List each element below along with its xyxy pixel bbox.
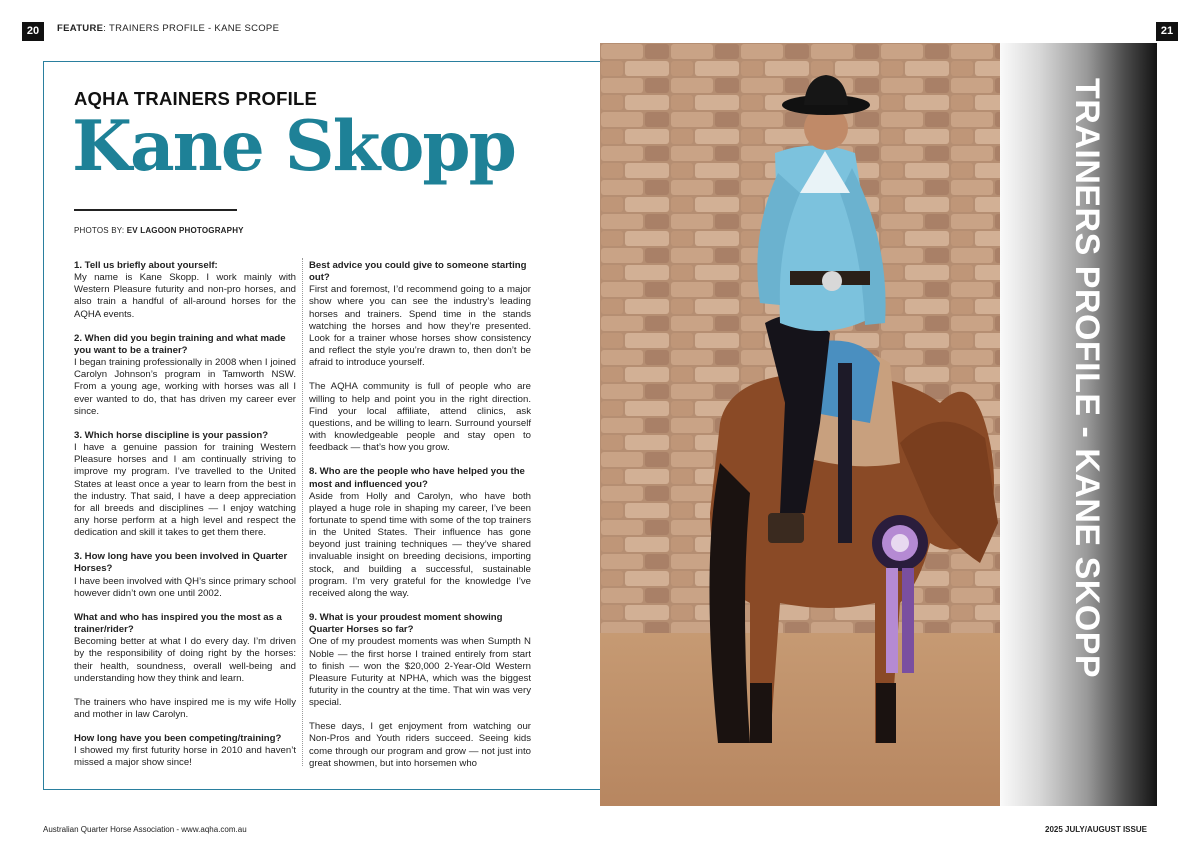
- question: 9. What is your proudest moment showing Quarter Horses so far?: [309, 612, 503, 636]
- question: 3. How long have you been involved in Quarter Horses?: [74, 551, 288, 575]
- section-title: : TRAINERS PROFILE - KANE SCOPE: [103, 23, 280, 34]
- sidebar-title: TRAINERS PROFILE - KANE SKOPP: [1068, 78, 1106, 679]
- article-column-2: [309, 260, 531, 770]
- article-title: Kane Skopp: [72, 106, 515, 187]
- answer: First and foremost, I’d recommend going to a major show where you can see the industry’s leading horses and trainers. Spend time in the stands watching the horses and how they’re presented. Look for a trainer whose horses show consistency and reflect the style you’re drawn to, then don’t be afraid to introduce yourself.: [309, 284, 531, 369]
- question: 1. Tell us briefly about yourself:: [74, 260, 218, 271]
- answer: Aside from Holly and Carolyn, who have both played a huge role in shaping my career, I’ve been fortunate to spend time with some of the top trainers in the United States. Their influence has gone beyond just training techniques — they’ve shared invaluable insight on breeding decisions, importing stock, and building a successful, sustainable program. I’m very grateful for the knowledge I’ve received along the way.: [309, 490, 531, 599]
- answer: The trainers who have inspired me is my wife Holly and mother in law Carolyn.: [74, 696, 296, 720]
- answer: I began training professionally in 2008 when I joined Carolyn Johnson’s program in Tamworth NSW. From a young age, working with horses was all I ever wanted to do, that has driven my career ever since.: [74, 357, 296, 417]
- photo-credit: [74, 226, 244, 235]
- answer: Becoming better at what I do every day. I’m driven by the responsibility of doing right by the horses: their health, soundness, overall well-being and understanding how they think and learn.: [74, 636, 296, 684]
- question: What and who has inspired you the most as a trainer/rider?: [74, 611, 282, 636]
- page-number-right: 21: [1156, 22, 1178, 41]
- question: 2. When did you begin training and what made you want to be a trainer?: [74, 332, 286, 356]
- footer-right: 2025 JULY/AUGUST ISSUE: [1045, 825, 1147, 834]
- column-separator: [302, 258, 303, 766]
- trainer-horse-photo: [600, 43, 1000, 806]
- question: How long have you been competing/training?: [74, 733, 282, 745]
- answer: The AQHA community is full of people who are willing to help and point you in the right direction. Find your local affiliate, attend clinics, ask questions, and be willing to learn. Surround yourself with knowledgeable people and stay open to feedback — that’s how you grow.: [309, 381, 531, 454]
- question: 8. Who are the people who have helped you the most and influenced you?: [309, 466, 525, 490]
- answer: My name is Kane Skopp. I work mainly with Western Pleasure futurity and non-pro horses, and also train a handful of all-around horses for the AQHA events.: [74, 272, 296, 320]
- title-rule: [74, 209, 237, 211]
- page-number-left: 20: [22, 22, 44, 41]
- question: 3. Which horse discipline is your passion?: [74, 429, 269, 441]
- running-head: [57, 23, 279, 34]
- answer: These days, I get enjoyment from watching our Non-Pros and Youth riders succeed. Seeing kids come through our program and grow — not just into great showmen, but into horsemen who: [309, 721, 531, 769]
- photo-credit-label: PHOTOS BY:: [74, 226, 127, 235]
- section-label: FEATURE: [57, 23, 104, 34]
- answer: I have been involved with QH’s since primary school however didn’t own one until 2002.: [74, 575, 296, 599]
- question: Best advice you could give to someone starting out?: [309, 260, 527, 284]
- photo-credit-name: EV LAGOON PHOTOGRAPHY: [126, 226, 244, 235]
- footer-left: Australian Quarter Horse Association - www.aqha.com.au: [43, 825, 247, 834]
- answer: I showed my first futurity horse in 2010 and haven’t missed a major show since!: [74, 745, 296, 769]
- article-kicker: AQHA TRAINERS PROFILE: [74, 88, 317, 109]
- article-column-1: [74, 260, 296, 770]
- answer: I have a genuine passion for training Western Pleasure horses and I am continually striving to improve my program. I’ve travelled to the United States at least once a year to learn from the best in the industry. That said, I have a deep appreciation for all breeds and disciplines — I enjoy watching any horse perform at a high level and respect the dedication and skill it takes to get them there.: [74, 442, 296, 539]
- answer: One of my proudest moments was when Sumpth N Noble — the first horse I trained entirely from start to finish — won the $20,000 2-Year-Old Western Pleasure Futurity at NPHA, which was the biggest futurity in the country at the time. That win was very special.: [309, 636, 531, 709]
